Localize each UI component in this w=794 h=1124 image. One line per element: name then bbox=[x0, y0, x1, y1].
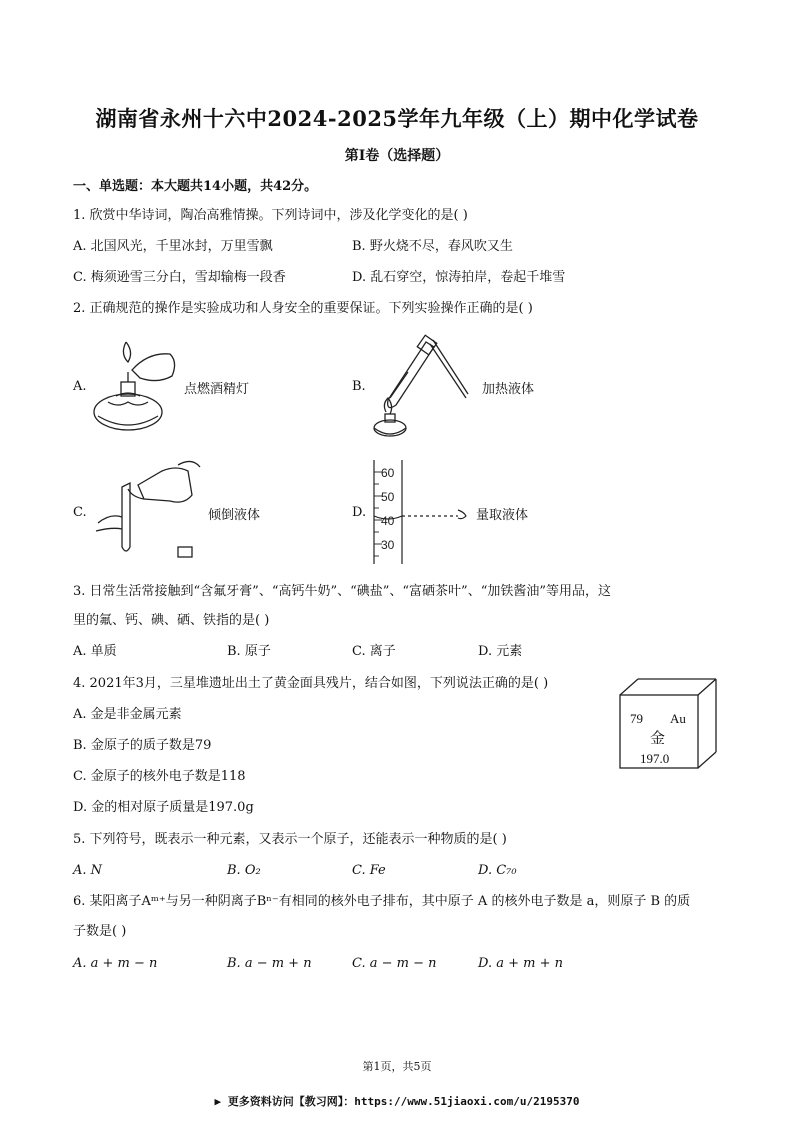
q5-option-b: B. O₂ bbox=[227, 863, 261, 878]
q2-option-c-label: 倾倒液体 bbox=[208, 508, 261, 523]
q1-stem: 1. 欣赏中华诗词，陶冶高雅情操。下列诗词中，涉及化学变化的是( ) bbox=[73, 208, 468, 223]
q2-option-c-letter: C. bbox=[73, 505, 87, 520]
q1-option-a: A. 北国风光，千里冰封，万里雪飘 bbox=[73, 239, 273, 254]
q4-stem: 4. 2021年3月，三星堆遗址出土了黄金面具残片，结合如图，下列说法正确的是( ) bbox=[73, 676, 549, 691]
page-number-footer: 第1页，共5页 bbox=[362, 1060, 432, 1073]
q6-option-b: B. a − m + n bbox=[227, 956, 312, 971]
card-element-name: 金 bbox=[650, 731, 666, 747]
alcohol-lamp-lighting-illustration bbox=[88, 332, 183, 437]
q6-option-d: D. a + m + n bbox=[478, 956, 563, 971]
q5-option-c: C. Fe bbox=[352, 863, 386, 878]
cylinder-tick-60: 60 bbox=[381, 466, 395, 480]
q2-option-a-label: 点燃酒精灯 bbox=[184, 382, 250, 397]
q4-option-d: D. 金的相对原子质量是197.0g bbox=[73, 800, 254, 815]
q6-stem-line2: 子数是( ) bbox=[73, 924, 127, 939]
q3-option-a: A. 单质 bbox=[73, 644, 117, 659]
heating-liquid-illustration bbox=[368, 330, 473, 440]
cylinder-tick-30: 30 bbox=[381, 538, 395, 552]
q2-option-d-label: 量取液体 bbox=[476, 508, 529, 523]
card-atomic-number: 79 bbox=[630, 711, 643, 726]
q1-option-c: C. 梅须逊雪三分白，雪却输梅一段香 bbox=[73, 270, 286, 285]
page-subtitle: 第I卷（选择题） bbox=[344, 148, 450, 164]
q3-stem-line2: 里的氟、钙、碘、硒、铁指的是( ) bbox=[73, 613, 270, 628]
q4-option-b: B. 金原子的质子数是79 bbox=[73, 738, 212, 753]
q2-option-d-letter: D. bbox=[352, 505, 367, 520]
gold-element-card bbox=[618, 677, 718, 770]
q3-option-d: D. 元素 bbox=[478, 644, 523, 659]
q2-option-b-label: 加热液体 bbox=[482, 382, 535, 397]
graduated-cylinder-illustration bbox=[368, 458, 476, 566]
q1-option-b: B. 野火烧不尽，春风吹又生 bbox=[352, 239, 513, 254]
card-symbol: Au bbox=[670, 711, 686, 726]
q6-stem-line1: 6. 某阳离子Aᵐ⁺与另一种阴离子Bⁿ⁻有相同的核外电子排布，其中原子 A 的核外电子数是 a，则原子 B 的质 bbox=[73, 894, 691, 909]
q5-option-a: A. N bbox=[73, 863, 103, 878]
resource-banner-link[interactable]: ▶ 更多资料访问【教习网】：https://www.51jiaoxi.com/u/2195370 bbox=[214, 1095, 580, 1108]
q5-stem: 5. 下列符号，既表示一种元素，又表示一个原子，还能表示一种物质的是( ) bbox=[73, 832, 507, 847]
q3-option-c: C. 离子 bbox=[352, 644, 396, 659]
q3-option-b: B. 原子 bbox=[227, 644, 271, 659]
page-title: 湖南省永州十六中2024-2025学年九年级（上）期中化学试卷 bbox=[95, 106, 699, 131]
cylinder-tick-40: 40 bbox=[381, 514, 395, 528]
q6-option-c: C. a − m − n bbox=[352, 956, 437, 971]
cylinder-tick-50: 50 bbox=[381, 490, 395, 504]
q4-option-a: A. 金是非金属元素 bbox=[73, 707, 182, 722]
card-atomic-mass: 197.0 bbox=[640, 751, 670, 766]
q2-option-b-letter: B. bbox=[352, 379, 366, 394]
q6-option-a: A. a + m − n bbox=[73, 956, 158, 971]
pouring-liquid-illustration bbox=[92, 455, 204, 565]
q4-option-c: C. 金原子的核外电子数是118 bbox=[73, 769, 246, 784]
q1-option-d: D. 乱石穿空，惊涛拍岸，卷起千堆雪 bbox=[352, 270, 566, 285]
q2-option-a-letter: A. bbox=[73, 379, 87, 394]
q5-option-d: D. C₇₀ bbox=[478, 863, 517, 878]
q2-stem: 2. 正确规范的操作是实验成功和人身安全的重要保证。下列实验操作正确的是( ) bbox=[73, 301, 533, 316]
q3-stem-line1: 3. 日常生活常接触到“含氟牙膏”、“高钙牛奶”、“碘盐”、“富硒茶叶”、“加铁酱油”等用品，这 bbox=[73, 584, 611, 599]
section-heading: 一、单选题：本大题共14小题，共42分。 bbox=[73, 179, 318, 194]
